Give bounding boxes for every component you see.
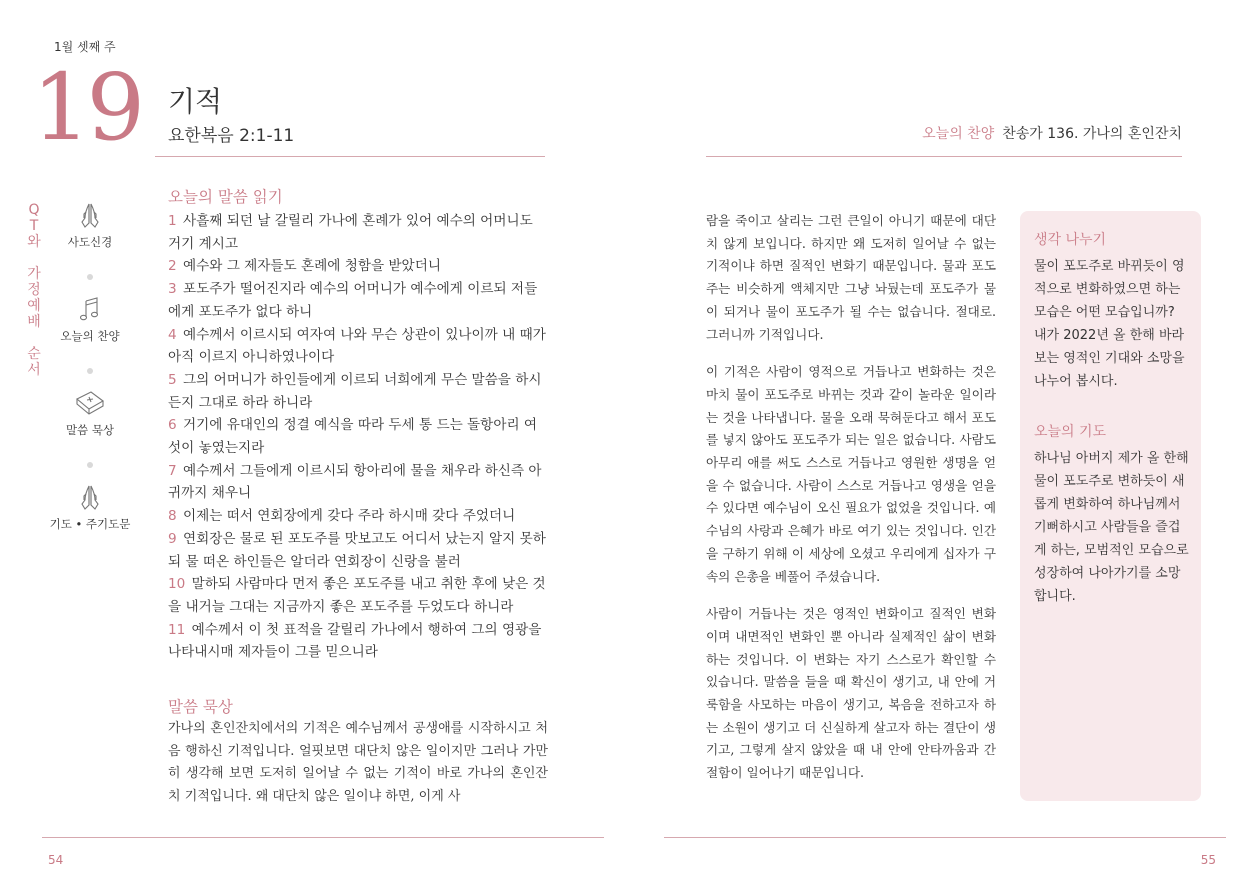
verse-number: 1 [168, 213, 177, 229]
verse-number: 8 [168, 508, 177, 525]
page-number-right: 55 [1200, 853, 1216, 867]
verse-text: 그의 어머니가 하인들에게 이르되 너희에게 무슨 말씀을 하시든지 그대로 하라 하니라 [168, 371, 542, 411]
verse-text: 예수께서 그들에게 이르시되 항아리에 물을 채우라 하신즉 아귀까지 채우니 [168, 462, 542, 502]
vertical-char [24, 330, 44, 346]
header-divider-left [155, 156, 545, 157]
vertical-char: Q [28, 202, 40, 218]
verse-text: 말하되 사람마다 먼저 좋은 포도주를 내고 취한 후에 낮은 것을 내거늘 그대는 지금까지 좋은 포도주를 두었도다 하니라 [168, 576, 546, 615]
vertical-char: T [29, 218, 39, 234]
verse-text: 거기에 유대인의 정결 예식을 따라 두세 통 드는 돌항아리 여섯이 놓였는지라 [168, 417, 538, 457]
verse [168, 619, 548, 664]
vertical-char: 예 [27, 298, 41, 314]
page-title: 기적 [168, 85, 223, 118]
verse-number: 11 [168, 621, 186, 638]
verse-number: 7 [168, 462, 177, 479]
verse-text: 포도주가 떨어진지라 예수의 어머니가 예수에게 이르되 저들에게 포도주가 없다 하니 [168, 281, 538, 320]
page-number-left: 54 [48, 853, 64, 867]
verse-number: 4 [168, 326, 177, 343]
step-apostles-creed [50, 200, 130, 260]
verse-text: 예수께서 이 첫 표적을 갈릴리 가나에서 행하여 그의 영광을 나타내시매 제자들이 그를 믿으니라 [168, 621, 542, 661]
verse [168, 324, 548, 369]
music-note-icon [73, 294, 107, 324]
sidebar-box [1020, 211, 1201, 801]
bible-icon [73, 388, 107, 418]
verse [168, 369, 548, 414]
verse-text: 사흘째 되던 날 갈릴리 가나에 혼례가 있어 예수의 어머니도 거기 계시고 [168, 213, 533, 252]
step-label: 말씀 묵상 [65, 423, 115, 437]
verse-number: 9 [168, 530, 177, 547]
step-label: 기도 • 주기도문 [49, 517, 131, 531]
step-prayer [50, 482, 130, 542]
verse [168, 505, 548, 528]
footer-divider-right [664, 837, 1226, 838]
footer-divider-left [42, 837, 604, 838]
body-paragraph: 이 기적은 사람이 영적으로 거듭나고 변화하는 것은 마치 물이 포도주로 바뀌는 것과 같이 놀라운 일이라는 것을 나타냅니다. 물을 오래 묵혀둔다고 해서 포도를 넣지 않아도 포도주가 되는 일은 없습니다. 사람도 아무리 애를 써도 스스로 거듭나고 영원한 생명을 얻을 수 없습니다. 사람이 스스로 거듭나고 영생을 얻을 수 있다면 예수님이 오신 필요가 없었을 것입니다. 예수님의 사랑과 은혜가 바로 여기 있는 것입니다. 인간을 구하기 위해 이 세상에 오셨고 우리에게 십자가 구속의 은총을 베풀어 주셨습니다. [706, 364, 996, 584]
meditation-text: 가나의 혼인잔치에서의 기적은 예수님께서 공생애를 시작하시고 처음 행하신 기적입니다. 얼핏보면 대단치 않은 일이지만 그러나 가만히 생각해 보면 도저히 일어날 수 없는 기적이 바로 가나의 혼인잔치 기적입니다. 왜 대단치 않은 일이냐 하면, 이게 사 [168, 721, 548, 805]
verse-number: 10 [168, 576, 186, 593]
hymn-text: 찬송가 136. 가나의 혼인잔치 [1002, 126, 1182, 142]
hymn-label: 오늘의 찬양 [922, 126, 995, 142]
share-heading: 생각 나누기 [1034, 232, 1107, 248]
meditation-continued [706, 210, 996, 800]
qt-order-vertical-label [24, 202, 44, 378]
verse [168, 528, 548, 573]
verse-number: 5 [168, 371, 177, 388]
step-separator-dot [87, 462, 93, 468]
step-separator-dot [87, 274, 93, 280]
body-paragraph: 사람이 거듭나는 것은 영적인 변화이고 질적인 변화이며 내면적인 변화인 뿐 아니라 실제적인 삶이 변화하는 것입니다. 이 변화는 자기 스스로가 확인할 수 있습니다. 말씀을 들을 때 확신이 생기고, 내 안에 거룩함을 사모하는 마음이 생기고, 복음을 전하고자 하는 소원이 생기고 더 신실하게 살고자 하는 결단이 생기고, 그렇게 살지 않았을 때 내 안에 안타까움과 간절함이 일어나기 때문입니다. [706, 606, 996, 781]
verse-text: 이제는 떠서 연회장에게 갖다 주라 하시매 갖다 주었더니 [182, 508, 516, 525]
scripture-reference: 요한복음 2:1-11 [168, 126, 295, 146]
verse-number: 3 [168, 281, 177, 298]
week-label: 1월 셋째 주 [54, 40, 116, 54]
verse-number: 6 [168, 417, 177, 434]
step-label: 사도신경 [67, 235, 113, 249]
prayer-heading: 오늘의 기도 [1034, 424, 1107, 440]
verse [168, 573, 548, 618]
step-label: 오늘의 찬양 [60, 329, 120, 343]
verse [168, 460, 548, 505]
vertical-char: 가 [27, 266, 41, 282]
vertical-char: 정 [27, 282, 41, 298]
vertical-char: 와 [27, 234, 41, 250]
verse [168, 278, 548, 323]
step-word-meditation [50, 388, 130, 448]
scripture-verses [168, 210, 548, 664]
verse-number: 2 [168, 258, 177, 275]
vertical-char: 순 [27, 346, 41, 362]
qt-order-steps [50, 200, 130, 542]
verse [168, 414, 548, 459]
verse-text: 연회장은 물로 된 포도주를 맛보고도 어디서 났는지 알지 못하되 물 떠온 하인들은 알더라 연회장이 신랑을 불러 [168, 530, 546, 570]
verse-text: 예수와 그 제자들도 혼례에 청함을 받았더니 [182, 258, 441, 275]
verse [168, 255, 548, 278]
verse-text: 예수께서 이르시되 여자여 나와 무슨 상관이 있나이까 내 때가 아직 이르지 아니하였나이다 [168, 326, 546, 366]
todays-hymn [922, 123, 1182, 143]
header-divider-right [706, 156, 1182, 157]
vertical-char: 배 [27, 314, 41, 330]
meditation-heading: 말씀 묵상 [168, 698, 233, 716]
step-separator-dot [87, 368, 93, 374]
reading-heading: 오늘의 말씀 읽기 [168, 188, 283, 206]
praying-hands-icon [73, 482, 107, 512]
share-text: 물이 포도주로 바뀌듯이 영적으로 변화하였으면 하는 모습은 어떤 모습입니까? 내가 2022년 올 한해 바라보는 영적인 기대와 소망을 나누어 봅시다. [1034, 259, 1185, 389]
praying-hands-icon [73, 200, 107, 230]
vertical-char [24, 250, 44, 266]
verse [168, 210, 548, 255]
prayer-text: 하나님 아버지 제가 올 한해 물이 포도주로 변하듯이 새롭게 변화하여 하나님께서 기뻐하시고 사람들을 즐겁게 하는, 모범적인 모습으로 성장하여 나아가기를 소망합니다. [1034, 451, 1189, 604]
vertical-char: 서 [27, 362, 41, 378]
day-number: 19 [32, 54, 142, 161]
step-todays-hymn [50, 294, 130, 354]
body-paragraph: 람을 죽이고 살리는 그런 큰일이 아니기 때문에 대단치 않게 보입니다. 하지만 왜 도저히 일어날 수 없는 기적이냐 하면 질적인 변화기 때문입니다. 물과 포도주는 비슷하게 액체지만 그냥 놔뒀는데 포도주가 물이 되거나 물이 포도주가 될 수는 없습니다. 절대로. 그러니까 기적입니다. [706, 213, 996, 342]
